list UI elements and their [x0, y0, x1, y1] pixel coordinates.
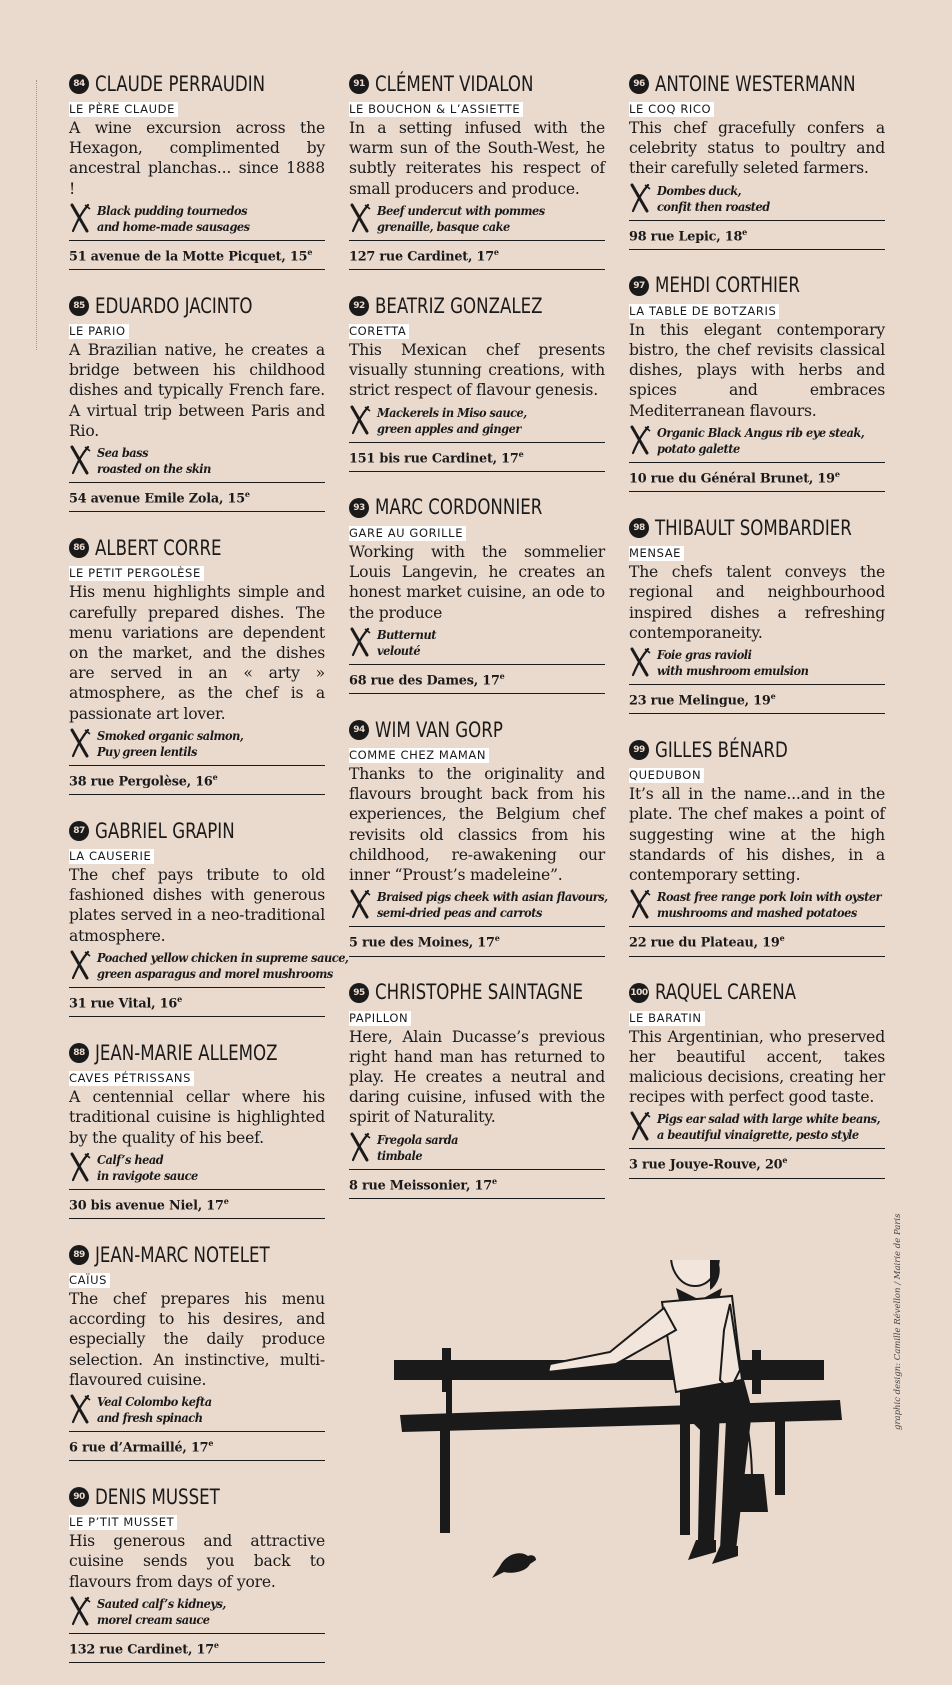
- chef-name: CLÉMENT VIDALON: [375, 71, 534, 97]
- chef-entry: [69, 1241, 325, 1461]
- chef-description: This Mexican chef presents visually stunning creations, with strict respect of flavour genesis.: [349, 341, 605, 400]
- chef-header: [629, 272, 885, 300]
- dish-line-1: Organic Black Angus rib eye steak,: [657, 425, 865, 440]
- dish-line-2: velouté: [377, 643, 421, 658]
- arrondissement-suffix: e: [779, 933, 785, 944]
- address-text: 30 bis avenue Niel, 17: [69, 1198, 224, 1213]
- restaurant-name: GARE AU GORILLE: [349, 526, 466, 541]
- signature-dish: [69, 1394, 325, 1426]
- dish-text: [97, 445, 211, 477]
- chef-description: Thanks to the originality and flavours brought back from his experiences, the Belgium chef revisits old classics from his childhood, re-awakening our inner “Proust’s madeleine”.: [349, 765, 605, 885]
- dish-line-2: morel cream sauce: [97, 1612, 210, 1627]
- restaurant-name: LE BOUCHON & L’ASSIETTE: [349, 102, 523, 117]
- address: [629, 220, 885, 250]
- dish-line-1: Calf’s head: [97, 1152, 164, 1167]
- dish-line-2: confit then roasted: [657, 199, 770, 214]
- dish-line-1: Sauted calf’s kidneys,: [97, 1596, 226, 1611]
- chef-name: CHRISTOPHE SAINTAGNE: [375, 980, 583, 1006]
- chef-name: JEAN-MARIE ALLEMOZ: [95, 1040, 278, 1066]
- chef-description: Working with the sommelier Louis Langevin, he creates an honest market cuisine, an ode to the produce: [349, 542, 605, 622]
- chef-header: [69, 534, 325, 562]
- dish-text: [377, 889, 608, 921]
- dish-text: [377, 627, 436, 659]
- chef-name: JEAN-MARC NOTELET: [95, 1242, 270, 1268]
- chef-number-badge: 91: [349, 74, 369, 94]
- arrondissement-suffix: e: [208, 1438, 214, 1449]
- restaurant-name: LE COQ RICO: [629, 102, 714, 117]
- dish-line-2: in ravigote sauce: [97, 1168, 198, 1183]
- fork-knife-icon: [349, 627, 371, 657]
- address: [69, 1431, 325, 1461]
- chef-name: WIM VAN GORP: [375, 717, 503, 743]
- signature-dish: [69, 203, 325, 235]
- chef-header: [349, 70, 605, 98]
- dish-line-1: Braised pigs cheek with asian flavours,: [377, 890, 608, 905]
- chef-entry: [69, 1483, 325, 1663]
- restaurant-name: CAÏUS: [69, 1273, 110, 1288]
- arrondissement-suffix: e: [177, 993, 182, 1004]
- arrondissement-suffix: e: [493, 246, 499, 257]
- chef-description: It’s all in the name...and in the plate. The chef makes a point of suggesting wine at the high standards of his dishes, in a contemporary setting.: [629, 785, 885, 885]
- column-3: [629, 70, 885, 1201]
- address-text: 22 rue du Plateau, 19: [629, 935, 780, 951]
- restaurant-name: COMME CHEZ MAMAN: [349, 748, 489, 763]
- address-text: 5 rue des Moines, 17: [349, 935, 495, 951]
- chef-entry: [69, 292, 325, 512]
- chef-description: His menu highlights simple and carefully prepared dishes. The menu variations are dependent on the market, and the dishes are served in an « arty » atmosphere, as the chef is a passionate art lover.: [69, 583, 325, 723]
- address-text: 31 rue Vital, 16: [69, 996, 178, 1012]
- dish-text: [657, 183, 770, 215]
- arrondissement-suffix: e: [491, 1175, 497, 1186]
- signature-dish: [629, 1111, 885, 1143]
- chef-description: This Argentinian, who preserved her beautiful accent, takes malicious decisions, creating her recipes with perfect good taste.: [629, 1027, 885, 1107]
- chef-number-badge: 98: [629, 518, 649, 538]
- chef-number-badge: 94: [349, 720, 369, 740]
- chef-number-badge: 84: [69, 74, 89, 94]
- fork-knife-icon: [629, 425, 651, 455]
- address-text: 127 rue Cardinet, 17: [349, 249, 494, 265]
- fork-knife-icon: [349, 203, 371, 233]
- arrondissement-suffix: e: [244, 489, 250, 500]
- restaurant-name: LA TABLE DE BOTZARIS: [629, 304, 779, 319]
- arrondissement-suffix: e: [518, 448, 524, 459]
- chef-name: MEHDI CORTHIER: [655, 273, 800, 299]
- restaurant-name: LE BARATIN: [629, 1011, 705, 1026]
- dish-line-1: Roast free range pork loin with oyster: [657, 890, 882, 905]
- dish-line-1: Pigs ear salad with large white beans,: [657, 1112, 881, 1127]
- chef-description: A centennial cellar where his traditional cuisine is highlighted by the quality of his beef.: [69, 1088, 325, 1147]
- chef-name: ANTOINE WESTERMANN: [655, 71, 856, 97]
- signature-dish: [349, 203, 605, 235]
- restaurant-name: MENSAE: [629, 546, 684, 561]
- address: [349, 442, 605, 472]
- signature-dish: [629, 425, 885, 457]
- restaurant-name: QUEDUBON: [629, 768, 704, 783]
- fork-knife-icon: [69, 728, 91, 758]
- chef-header: [629, 514, 885, 542]
- chef-name: MARC CORDONNIER: [375, 495, 543, 521]
- dish-line-1: Mackerels in Miso sauce,: [377, 405, 527, 420]
- address: [629, 462, 885, 492]
- address: [349, 240, 605, 270]
- address: [69, 987, 325, 1017]
- chef-number-badge: 87: [69, 821, 89, 841]
- restaurant-name: LA CAUSERIE: [69, 849, 154, 864]
- signature-dish: [349, 627, 605, 659]
- dish-line-1: Butternut: [377, 627, 437, 642]
- chef-name: CLAUDE PERRAUDIN: [95, 71, 266, 97]
- chef-description: In a setting infused with the warm sun of the South-West, he subtly reiterates his respect of small producers and produce.: [349, 119, 605, 198]
- arrondissement-suffix: e: [782, 1155, 788, 1166]
- chef-description: His generous and attractive cuisine sends you back to flavours from days of yore.: [69, 1532, 325, 1591]
- signature-dish: [69, 1596, 325, 1628]
- dish-line-1: Sea bass: [97, 446, 149, 461]
- chef-entry: [349, 716, 608, 956]
- dish-text: [657, 1111, 880, 1143]
- address-text: 54 avenue Emile Zola, 15: [69, 491, 245, 507]
- dish-text: [97, 203, 250, 235]
- dish-line-2: Puy green lentils: [97, 744, 197, 759]
- dish-line-1: Poached yellow chicken in supreme sauce,: [97, 950, 349, 965]
- fork-knife-icon: [69, 203, 91, 233]
- dish-text: [657, 425, 864, 457]
- restaurant-name: PAPILLON: [349, 1011, 411, 1026]
- dish-text: [97, 1394, 212, 1426]
- dish-line-2: green asparagus and morel mushrooms: [97, 966, 333, 981]
- fork-knife-icon: [629, 647, 651, 677]
- chef-name: GABRIEL GRAPIN: [95, 818, 235, 844]
- address-text: 51 avenue de la Motte Picquet, 15: [69, 249, 308, 265]
- chef-name: ALBERT CORRE: [95, 535, 222, 561]
- chef-header: [629, 736, 885, 764]
- fork-knife-icon: [69, 950, 91, 980]
- chef-entry: [349, 70, 605, 270]
- arrondissement-suffix: e: [499, 670, 505, 681]
- dish-line-2: with mushroom emulsion: [657, 663, 809, 678]
- chef-description: The chef prepares his menu according to his desires, and especially the daily produce selection. An instinctive, multi-flavoured cuisine.: [69, 1290, 325, 1389]
- chef-header: [629, 70, 885, 98]
- fork-knife-icon: [69, 1394, 91, 1424]
- address: [69, 240, 325, 270]
- chef-number-badge: 96: [629, 74, 649, 94]
- chef-entry: [69, 1039, 325, 1219]
- address: [629, 926, 885, 956]
- signature-dish: [69, 950, 349, 982]
- fork-knife-icon: [349, 889, 371, 919]
- dish-line-2: grenaille, basque cake: [377, 219, 510, 234]
- address-text: 10 rue du Général Brunet, 19: [629, 471, 835, 487]
- fork-knife-icon: [69, 445, 91, 475]
- chef-header: [69, 292, 325, 320]
- chef-number-badge: 86: [69, 538, 89, 558]
- address-text: 38 rue Pergolèse, 16: [69, 774, 213, 790]
- chef-header: [69, 1483, 325, 1511]
- chef-header: [69, 817, 325, 845]
- dish-text: [97, 1596, 226, 1628]
- chef-header: [349, 292, 605, 320]
- chef-name: GILLES BÉNARD: [655, 737, 788, 763]
- address-text: 8 rue Meissonier, 17: [349, 1177, 492, 1193]
- restaurant-name: LE PETIT PERGOLÈSE: [69, 566, 204, 581]
- dish-line-1: Fregola sarda: [377, 1132, 459, 1147]
- arrondissement-suffix: e: [770, 690, 776, 701]
- chef-entry: [349, 292, 605, 472]
- dish-line-1: Foie gras ravioli: [657, 647, 752, 662]
- margin-line: [36, 80, 38, 350]
- chef-name: BEATRIZ GONZALEZ: [375, 293, 543, 319]
- dish-line-1: Black pudding tournedos: [97, 203, 248, 218]
- address: [69, 765, 325, 795]
- signature-dish: [349, 405, 605, 437]
- chef-entry: [69, 70, 325, 270]
- address-text: 3 rue Jouye-Rouve, 20: [629, 1157, 783, 1173]
- dish-text: [97, 950, 348, 982]
- address-text: 23 rue Melingue, 19: [629, 693, 771, 709]
- fork-knife-icon: [349, 405, 371, 435]
- dish-text: [377, 1132, 458, 1164]
- chef-header: [349, 979, 605, 1007]
- dish-text: [657, 647, 808, 679]
- dish-text: [97, 1152, 198, 1184]
- address: [69, 1189, 325, 1219]
- chef-description: A Brazilian native, he creates a bridge between his childhood dishes and typically French fare. A virtual trip between Paris and Rio.: [69, 341, 325, 440]
- dish-text: [377, 405, 527, 437]
- address: [629, 1148, 885, 1178]
- dish-line-2: timbale: [377, 1148, 423, 1163]
- restaurant-name: LE P’TIT MUSSET: [69, 1515, 177, 1530]
- chef-header: [69, 1039, 325, 1067]
- chef-number-badge: 97: [629, 276, 649, 296]
- chef-header: [69, 1241, 325, 1269]
- design-credit: graphic design: Camille Révellon / Mairie de Paris: [893, 1213, 903, 1430]
- chef-entry: [629, 736, 885, 956]
- chef-entry: [629, 514, 885, 714]
- chef-description: Here, Alain Ducasse’s previous right hand man has returned to play. He creates a neutral and daring cuisine, infused with the spirit of Naturality.: [349, 1027, 605, 1127]
- dish-line-2: semi-dried peas and carrots: [377, 906, 542, 921]
- address: [629, 684, 885, 714]
- fork-knife-icon: [69, 1152, 91, 1182]
- address: [349, 926, 605, 956]
- signature-dish: [69, 445, 325, 477]
- dish-line-2: mushrooms and mashed potatoes: [657, 906, 857, 921]
- signature-dish: [349, 1132, 605, 1164]
- chef-description: The chefs talent conveys the regional and neighbourhood inspired dishes a refreshing contemporaneity.: [629, 563, 885, 642]
- address: [349, 1169, 605, 1199]
- column-2: [349, 70, 608, 1221]
- dish-line-1: Veal Colombo kefta: [97, 1395, 212, 1410]
- dish-line-2: and fresh spinach: [97, 1411, 203, 1426]
- chef-entry: [629, 272, 885, 492]
- chef-entry: [69, 817, 349, 1017]
- dish-line-2: green apples and ginger: [377, 421, 521, 436]
- dish-text: [97, 728, 243, 760]
- chef-number-badge: 90: [69, 1487, 89, 1507]
- chef-number-badge: 100: [629, 983, 649, 1003]
- chef-number-badge: 85: [69, 296, 89, 316]
- arrondissement-suffix: e: [223, 1195, 229, 1206]
- address: [69, 482, 325, 512]
- chef-number-badge: 92: [349, 296, 369, 316]
- address-text: 6 rue d’Armaillé, 17: [69, 1440, 209, 1456]
- woman-on-bench-illustration: [380, 1260, 870, 1600]
- fork-knife-icon: [629, 183, 651, 213]
- arrondissement-suffix: e: [213, 1639, 219, 1650]
- restaurant-name: CORETTA: [349, 324, 409, 339]
- chef-header: [629, 979, 885, 1007]
- arrondissement-suffix: e: [742, 226, 748, 237]
- chef-description: This chef gracefully confers a celebrity status to poultry and their carefully seleted farmers.: [629, 119, 885, 178]
- signature-dish: [629, 183, 885, 215]
- address-text: 98 rue Lepic, 18: [629, 228, 743, 244]
- chef-header: [349, 716, 605, 744]
- signature-dish: [629, 647, 885, 679]
- chef-name: THIBAULT SOMBARDIER: [655, 515, 852, 541]
- fork-knife-icon: [349, 1132, 371, 1162]
- arrondissement-suffix: e: [212, 771, 218, 782]
- dish-line-1: Dombes duck,: [657, 183, 742, 198]
- dish-line-1: Smoked organic salmon,: [97, 728, 244, 743]
- dish-line-2: a beautiful vinaigrette, pesto style: [657, 1128, 859, 1143]
- chef-number-badge: 88: [69, 1043, 89, 1063]
- dish-line-1: Beef undercut with pommes: [377, 203, 545, 218]
- address-text: 68 rue des Dames, 17: [349, 673, 500, 689]
- restaurant-name: CAVES PÉTRISSANS: [69, 1071, 194, 1086]
- fork-knife-icon: [629, 1111, 651, 1141]
- signature-dish: [69, 728, 325, 760]
- chef-description: In this elegant contemporary bistro, the chef revisits classical dishes, plays with herbs and spices and embraces Mediterranean flavours.: [629, 320, 885, 420]
- address-text: 151 bis rue Cardinet, 17: [349, 450, 519, 466]
- chef-number-badge: 99: [629, 740, 649, 760]
- chef-number-badge: 89: [69, 1245, 89, 1265]
- restaurant-name: LE PARIO: [69, 324, 129, 339]
- address: [69, 1633, 325, 1663]
- chef-description: A wine excursion across the Hexagon, complimented by ancestral planchas... since 1888 !: [69, 119, 325, 198]
- chef-header: [69, 70, 325, 98]
- signature-dish: [349, 889, 608, 921]
- chef-header: [349, 494, 605, 522]
- address-text: 132 rue Cardinet, 17: [69, 1642, 214, 1658]
- address: [349, 664, 605, 694]
- dish-line-2: potato galette: [657, 441, 740, 456]
- chef-number-badge: 93: [349, 498, 369, 518]
- fork-knife-icon: [629, 889, 651, 919]
- chef-description: The chef pays tribute to old fashioned dishes with generous plates served in a neo-traditional atmosphere.: [69, 866, 325, 945]
- chef-name: EDUARDO JACINTO: [95, 293, 253, 319]
- dish-line-2: roasted on the skin: [97, 462, 211, 477]
- arrondissement-suffix: e: [834, 468, 840, 479]
- column-1: [69, 70, 349, 1685]
- chef-entry: [349, 979, 605, 1199]
- chef-name: RAQUEL CARENA: [655, 980, 797, 1006]
- signature-dish: [629, 889, 885, 921]
- chef-entry: [349, 494, 605, 694]
- dish-line-2: and home-made sausages: [97, 219, 250, 234]
- chef-name: DENIS MUSSET: [95, 1484, 220, 1510]
- signature-dish: [69, 1152, 325, 1184]
- chef-entry: [629, 979, 885, 1179]
- arrondissement-suffix: e: [494, 933, 500, 944]
- chef-entry: [69, 534, 325, 795]
- dish-text: [657, 889, 881, 921]
- chef-number-badge: 95: [349, 983, 369, 1003]
- fork-knife-icon: [69, 1596, 91, 1626]
- dish-text: [377, 203, 545, 235]
- restaurant-name: LE PÈRE CLAUDE: [69, 102, 178, 117]
- chef-entry: [629, 70, 885, 250]
- arrondissement-suffix: e: [307, 246, 313, 257]
